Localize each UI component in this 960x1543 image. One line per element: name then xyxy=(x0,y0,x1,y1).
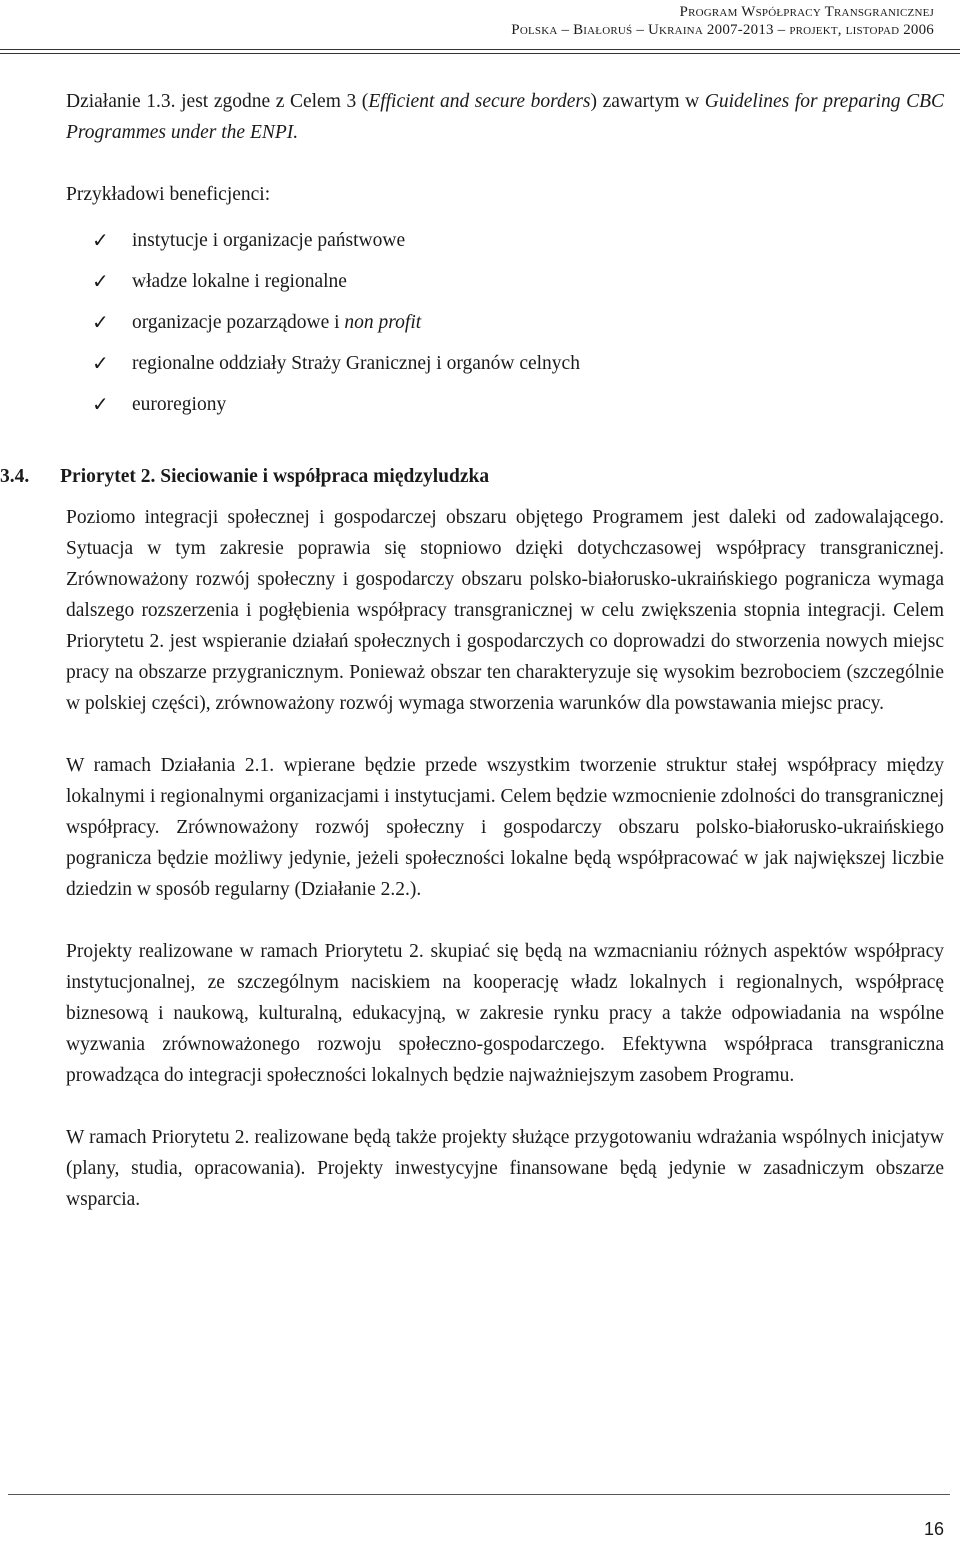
body-paragraph-3: Projekty realizowane w ramach Priorytetu 2. skupiać się będą na wzmacnianiu różnych aspektów współpracy instytucjonalnej, ze szczególnym naciskiem na kooperację władz lokalnych i regionalnych, współpracę biznesową i naukową, kulturalną, edukacyjną, w zakresie rynku pracy a także odpowiadania na wspólne wyzwania zrównoważonego rozwoju społeczno-gospodarczego. Efektywna współpraca transgraniczna prowadząca do integracji społeczności lokalnych będzie najważniejszym zasobem Programu. xyxy=(66,941,944,1086)
page-number: 16 xyxy=(923,1519,944,1539)
footer-divider xyxy=(8,1494,950,1495)
list-item xyxy=(92,302,944,343)
intro-text-1: Działanie 1.3. jest zgodne z Celem 3 ( xyxy=(66,91,369,112)
body-paragraph-1: Poziomo integracji społecznej i gospodarczej obszaru objętego Programem jest daleki od zadowalającego. Sytuacja w tym zakresie poprawia się stopniowo dzięki dotychczasowej współpracy transgranicznej. Zrównoważony rozwój społeczny i gospodarczy obszaru polsko-białorusko-ukraińskiego pogranicza wymaga dalszego rozszerzenia i pogłębienia współpracy transgranicznej w celu zwiększenia stopnia integracji. Celem Priorytetu 2. jest wspieranie działań społecznych i gospodarczych co doprowadzi do stworzenia nowych miejsc pracy na obszarze przygranicznym. Ponieważ obszar ten charakteryzuje się wysokim bezrobociem (szczególnie w polskiej części), zrównoważony rozwój wymaga stworzenia warunków dla powstawania miejsc pracy. xyxy=(66,507,944,714)
document-body xyxy=(0,86,944,1215)
list-item xyxy=(92,220,944,261)
list-item-text: euroregiony xyxy=(132,394,227,415)
list-item-italic: non profit xyxy=(344,312,422,333)
list-item-text: regionalne oddziały Straży Granicznej i organów celnych xyxy=(132,353,580,374)
list-item xyxy=(92,384,944,425)
intro-italic-2: Guidelines for preparing CBC Programmes under the ENPI. xyxy=(66,91,944,143)
beneficiaries-list xyxy=(66,220,944,425)
list-item-text: władze lokalne i regionalne xyxy=(132,271,347,292)
section-heading xyxy=(0,461,944,492)
checkmark-icon: ✓ xyxy=(92,269,109,293)
list-item-text: organizacje pozarządowe i xyxy=(132,312,345,333)
section-title: Priorytet 2. Sieciowanie i współpraca międzyludzka xyxy=(60,466,490,487)
list-item xyxy=(92,343,944,384)
header-program-title: Program Współpracy Transgranicznej xyxy=(679,4,934,20)
header-divider xyxy=(0,49,960,50)
body-paragraph-2: W ramach Działania 2.1. wpierane będzie przede wszystkim tworzenie struktur stałej współpracy między lokalnymi i regionalnymi organizacjami i instytucjami. Celem będzie wzmocnienie zdolności do transgranicznej współpracy. Zrównoważony rozwój społeczny i gospodarczy obszaru polsko-białorusko-ukraińskiego pogranicza będzie możliwy jedynie, jeżeli społeczności lokalne będą współpracować w jak największej liczbie dziedzin w sposób regularny (Działanie 2.2.). xyxy=(66,755,944,900)
checkmark-icon: ✓ xyxy=(92,228,109,252)
checkmark-icon: ✓ xyxy=(92,392,109,416)
section-number: 3.4. xyxy=(0,466,30,487)
intro-text-2: ) zawartym w xyxy=(590,91,705,112)
page-header xyxy=(0,0,960,56)
list-item xyxy=(92,261,944,302)
body-paragraph-4: W ramach Priorytetu 2. realizowane będą także projekty służące przygotowaniu wdrażania wspólnych inicjatyw (plany, studia, opracowania). Projekty inwestycyjne finansowane będą jedynie w zasadniczym obszarze wsparcia. xyxy=(66,1127,944,1210)
checkmark-icon: ✓ xyxy=(92,351,109,375)
list-item-text: instytucje i organizacje państwowe xyxy=(132,230,406,251)
checkmark-icon: ✓ xyxy=(92,310,109,334)
header-program-subtitle: Polska – Białoruś – Ukraina 2007-2013 – projekt, listopad 2006 xyxy=(511,22,934,38)
header-divider-secondary xyxy=(0,53,960,54)
intro-italic-1: Efficient and secure borders xyxy=(368,91,591,112)
beneficiaries-title: Przykładowi beneficjenci: xyxy=(66,184,271,205)
intro-paragraph xyxy=(66,86,944,148)
